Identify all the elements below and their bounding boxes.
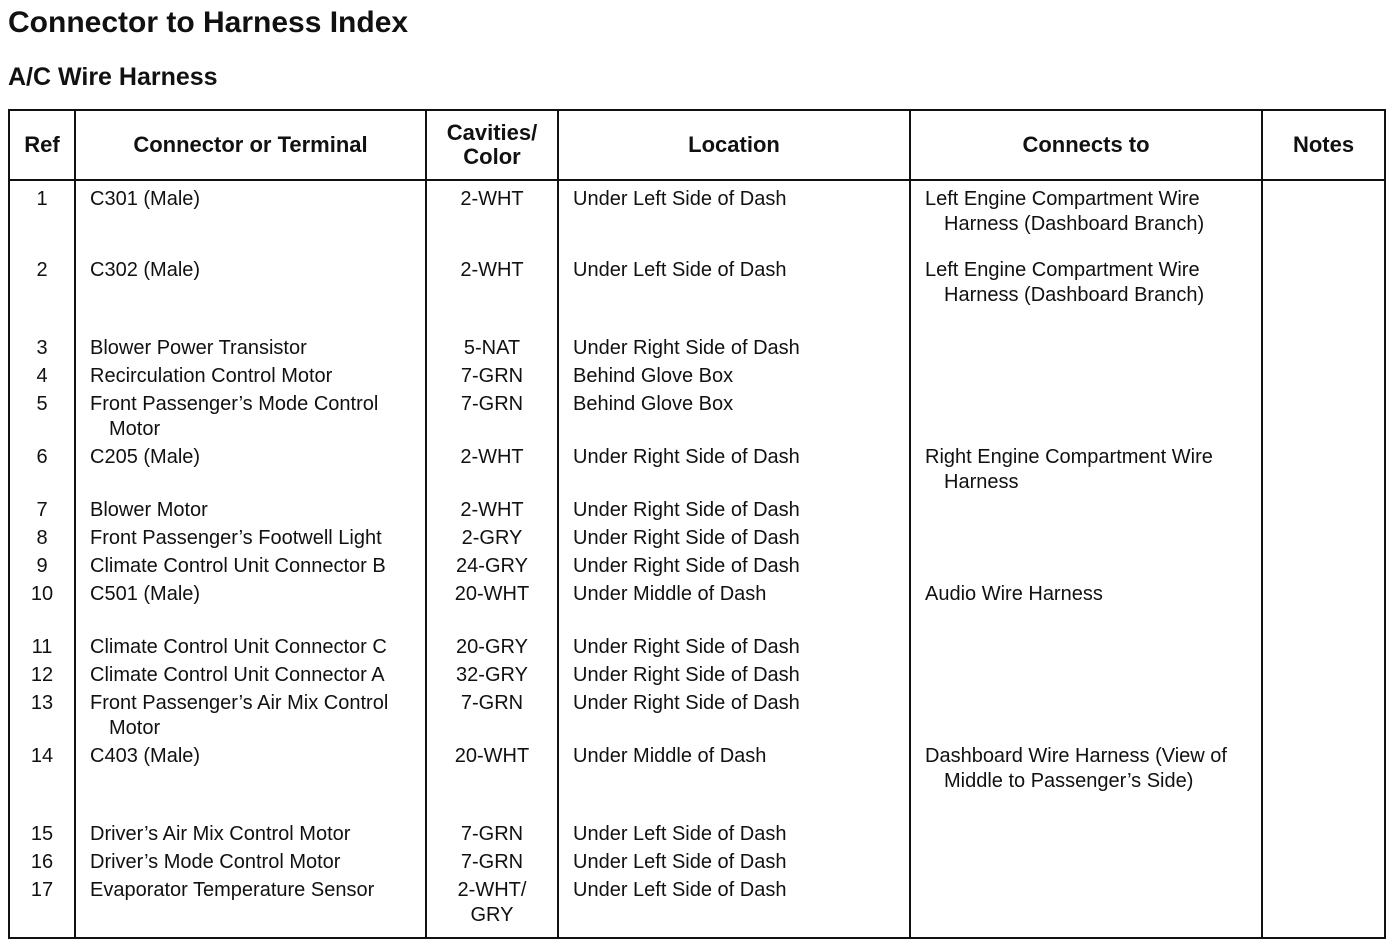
connects-to-cell	[910, 392, 1262, 445]
ref-cell: 15	[9, 822, 75, 850]
connector-cell: Front Passenger’s Footwell Light	[75, 526, 426, 554]
notes-cell	[1262, 554, 1385, 582]
notes-cell	[1262, 336, 1385, 364]
column-header-connector: Connector or Terminal	[75, 110, 426, 180]
column-header-cavities: Cavities/ Color	[426, 110, 558, 180]
location-cell: Under Right Side of Dash	[558, 445, 910, 498]
column-header-notes: Notes	[1262, 110, 1385, 180]
ref-cell: 17	[9, 878, 75, 938]
connector-cell: Recirculation Control Motor	[75, 364, 426, 392]
location-cell: Under Left Side of Dash	[558, 180, 910, 258]
column-header-ref: Ref	[9, 110, 75, 180]
connector-cell: C302 (Male)	[75, 258, 426, 336]
notes-cell	[1262, 258, 1385, 336]
cavities-cell: 7-GRN	[426, 822, 558, 850]
notes-cell	[1262, 582, 1385, 635]
cavities-cell: 7-GRN	[426, 691, 558, 744]
table-row	[9, 744, 1385, 822]
notes-cell	[1262, 498, 1385, 526]
table-body	[9, 180, 1385, 938]
location-cell: Behind Glove Box	[558, 364, 910, 392]
table-row	[9, 336, 1385, 364]
ref-cell: 2	[9, 258, 75, 336]
table-row	[9, 445, 1385, 498]
cavities-cell: 2-WHT	[426, 258, 558, 336]
connects-to-cell: Dashboard Wire Harness (View of Middle to Passenger’s Side)	[910, 744, 1262, 822]
location-cell: Under Left Side of Dash	[558, 850, 910, 878]
location-cell: Under Right Side of Dash	[558, 554, 910, 582]
connects-to-cell	[910, 498, 1262, 526]
table-row	[9, 850, 1385, 878]
location-cell: Under Left Side of Dash	[558, 878, 910, 938]
cavities-cell: 7-GRN	[426, 850, 558, 878]
location-cell: Under Right Side of Dash	[558, 526, 910, 554]
cavities-cell: 2-WHT	[426, 445, 558, 498]
connector-cell: C205 (Male)	[75, 445, 426, 498]
connects-to-cell	[910, 663, 1262, 691]
table-row	[9, 180, 1385, 258]
location-cell: Under Right Side of Dash	[558, 691, 910, 744]
harness-index-table	[8, 109, 1386, 939]
location-cell: Under Right Side of Dash	[558, 635, 910, 663]
cavities-cell: 2-WHT	[426, 498, 558, 526]
connects-to-cell	[910, 850, 1262, 878]
notes-cell	[1262, 878, 1385, 938]
ref-cell: 7	[9, 498, 75, 526]
table-row	[9, 258, 1385, 336]
column-header-connects-to: Connects to	[910, 110, 1262, 180]
section-title: A/C Wire Harness	[8, 63, 218, 91]
notes-cell	[1262, 445, 1385, 498]
connects-to-cell: Audio Wire Harness	[910, 582, 1262, 635]
notes-cell	[1262, 822, 1385, 850]
connector-cell: Blower Motor	[75, 498, 426, 526]
connector-cell: Front Passenger’s Air Mix Control Motor	[75, 691, 426, 744]
ref-cell: 5	[9, 392, 75, 445]
notes-cell	[1262, 744, 1385, 822]
notes-cell	[1262, 850, 1385, 878]
connects-to-cell	[910, 878, 1262, 938]
cavities-cell: 20-WHT	[426, 744, 558, 822]
cavities-cell: 20-WHT	[426, 582, 558, 635]
ref-cell: 12	[9, 663, 75, 691]
connector-cell: Climate Control Unit Connector C	[75, 635, 426, 663]
connects-to-cell	[910, 691, 1262, 744]
cavities-cell: 32-GRY	[426, 663, 558, 691]
connects-to-cell	[910, 635, 1262, 663]
column-header-location: Location	[558, 110, 910, 180]
table-row	[9, 635, 1385, 663]
connects-to-cell: Right Engine Compartment Wire Harness	[910, 445, 1262, 498]
connector-cell: Blower Power Transistor	[75, 336, 426, 364]
table-row	[9, 392, 1385, 445]
cavities-cell: 7-GRN	[426, 364, 558, 392]
connector-cell: Climate Control Unit Connector A	[75, 663, 426, 691]
ref-cell: 6	[9, 445, 75, 498]
table-header-row	[9, 110, 1385, 180]
ref-cell: 3	[9, 336, 75, 364]
cavities-cell: 20-GRY	[426, 635, 558, 663]
table-row	[9, 822, 1385, 850]
cavities-cell: 24-GRY	[426, 554, 558, 582]
connector-cell: Climate Control Unit Connector B	[75, 554, 426, 582]
notes-cell	[1262, 526, 1385, 554]
notes-cell	[1262, 691, 1385, 744]
connects-to-cell: Left Engine Compartment Wire Harness (Dashboard Branch)	[910, 258, 1262, 336]
connector-cell: Evaporator Temperature Sensor	[75, 878, 426, 938]
cavities-cell: 2-WHT	[426, 180, 558, 258]
cavities-cell: 2-GRY	[426, 526, 558, 554]
location-cell: Under Middle of Dash	[558, 582, 910, 635]
connector-cell: C501 (Male)	[75, 582, 426, 635]
notes-cell	[1262, 663, 1385, 691]
ref-cell: 9	[9, 554, 75, 582]
ref-cell: 11	[9, 635, 75, 663]
notes-cell	[1262, 180, 1385, 258]
location-cell: Behind Glove Box	[558, 392, 910, 445]
location-cell: Under Right Side of Dash	[558, 663, 910, 691]
notes-cell	[1262, 635, 1385, 663]
location-cell: Under Left Side of Dash	[558, 822, 910, 850]
table-row	[9, 691, 1385, 744]
ref-cell: 10	[9, 582, 75, 635]
connector-cell: C403 (Male)	[75, 744, 426, 822]
connector-cell: C301 (Male)	[75, 180, 426, 258]
location-cell: Under Right Side of Dash	[558, 498, 910, 526]
connects-to-cell	[910, 526, 1262, 554]
table-row	[9, 526, 1385, 554]
ref-cell: 1	[9, 180, 75, 258]
connects-to-cell	[910, 822, 1262, 850]
ref-cell: 13	[9, 691, 75, 744]
connector-cell: Driver’s Mode Control Motor	[75, 850, 426, 878]
connector-cell: Driver’s Air Mix Control Motor	[75, 822, 426, 850]
location-cell: Under Right Side of Dash	[558, 336, 910, 364]
table-row	[9, 663, 1385, 691]
notes-cell	[1262, 364, 1385, 392]
table-row	[9, 582, 1385, 635]
ref-cell: 4	[9, 364, 75, 392]
ref-cell: 16	[9, 850, 75, 878]
notes-cell	[1262, 392, 1385, 445]
page-title: Connector to Harness Index	[8, 6, 409, 39]
cavities-cell: 2-WHT/ GRY	[426, 878, 558, 938]
connects-to-cell	[910, 364, 1262, 392]
connects-to-cell: Left Engine Compartment Wire Harness (Dashboard Branch)	[910, 180, 1262, 258]
table-row	[9, 364, 1385, 392]
connector-cell: Front Passenger’s Mode Control Motor	[75, 392, 426, 445]
connects-to-cell	[910, 554, 1262, 582]
location-cell: Under Left Side of Dash	[558, 258, 910, 336]
table-row	[9, 878, 1385, 938]
cavities-cell: 5-NAT	[426, 336, 558, 364]
table-row	[9, 498, 1385, 526]
cavities-cell: 7-GRN	[426, 392, 558, 445]
ref-cell: 8	[9, 526, 75, 554]
ref-cell: 14	[9, 744, 75, 822]
table-row	[9, 554, 1385, 582]
connects-to-cell	[910, 336, 1262, 364]
location-cell: Under Middle of Dash	[558, 744, 910, 822]
